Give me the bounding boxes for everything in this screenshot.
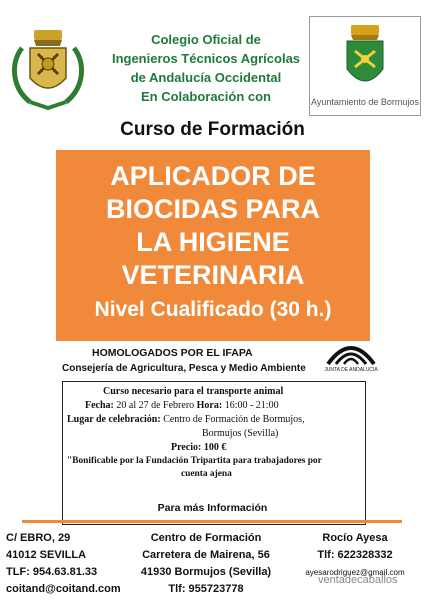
contact-phone: TLF: 954.63.81.33 <box>6 566 98 578</box>
info-fecha-row <box>85 400 279 411</box>
homologados-text: HOMOLOGADOS POR EL IFAPA <box>92 347 253 359</box>
title-line-4: VETERINARIA <box>121 260 305 290</box>
course-level: Nivel Cualificado (30 h.) <box>94 298 332 321</box>
rocio-name: Rocío Ayesa <box>322 532 388 544</box>
title-line-1: APLICADOR DE <box>110 161 316 191</box>
info-lugar-row <box>67 414 305 425</box>
info-precio: Precio: 100 € <box>171 442 227 453</box>
header-line-3: de Andalucía Occidental <box>130 70 282 85</box>
lugar-value-1: Centro de Formación de Bormujos, <box>163 414 305 425</box>
contact-address: C/ EBRO, 29 <box>6 532 71 544</box>
info-bonificable-2: cuenta ajena <box>181 469 232 479</box>
ayuntamiento-label: Ayuntamiento de Bormujos <box>311 97 419 107</box>
hora-value: 16:00 - 21:00 <box>224 400 279 411</box>
bormujos-shield-icon <box>343 23 387 95</box>
course-label: Curso de Formación <box>120 119 305 140</box>
contact-city: 41012 SEVILLA <box>6 549 87 561</box>
contact-colegio <box>6 530 121 598</box>
header-collab: En Colaboración con <box>140 89 271 104</box>
centro-address: Carretera de Mairena, 56 <box>142 549 270 561</box>
fecha-label: Fecha: <box>85 400 114 411</box>
orange-divider <box>22 520 402 523</box>
lugar-label: Lugar de celebración: <box>67 414 161 425</box>
ayuntamiento-logo-box <box>309 16 421 116</box>
hora-label: Hora: <box>196 400 223 411</box>
consejeria-text: Consejería de Agricultura, Pesca y Medio Ambiente <box>62 363 306 374</box>
course-title <box>56 160 370 292</box>
title-line-2: BIOCIDAS PARA <box>105 194 320 224</box>
lugar-value-2: Bormujos (Sevilla) <box>202 428 279 439</box>
info-necesario: Curso necesario para el transporte animal <box>103 386 284 397</box>
fecha-value: 20 al 27 de Febrero <box>116 400 195 411</box>
title-box <box>56 150 370 341</box>
colegio-header <box>100 30 312 106</box>
contact-email[interactable]: coitand@coitand.com <box>6 583 121 595</box>
rocio-email[interactable]: ayesarodriguez@gmail.com <box>305 568 405 577</box>
title-line-3: LA HIGIENE <box>136 227 290 257</box>
centro-city: 41930 Bormujos (Sevilla) <box>140 566 272 578</box>
centro-name: Centro de Formación <box>150 532 262 544</box>
centro-phone: Tlf: 955723778 <box>168 583 244 595</box>
junta-label: JUNTA DE ANDALUCIA <box>324 367 378 373</box>
rocio-phone: Tlf: 622328332 <box>317 549 393 561</box>
header-line-1: Colegio Oficial de <box>151 32 261 47</box>
header-line-2: Ingenieros Técnicos Agrícolas <box>111 51 301 66</box>
junta-andalucia-icon <box>322 338 380 368</box>
colegio-crest-icon <box>8 28 88 110</box>
junta-logo <box>322 338 380 378</box>
contact-centro <box>130 530 282 598</box>
watermark: ventadecaballos <box>318 574 398 586</box>
info-bonificable-1: "Bonificable por la Fundación Tripartita para trabajadores por <box>67 456 322 466</box>
mas-informacion: Para más Información <box>157 502 268 514</box>
